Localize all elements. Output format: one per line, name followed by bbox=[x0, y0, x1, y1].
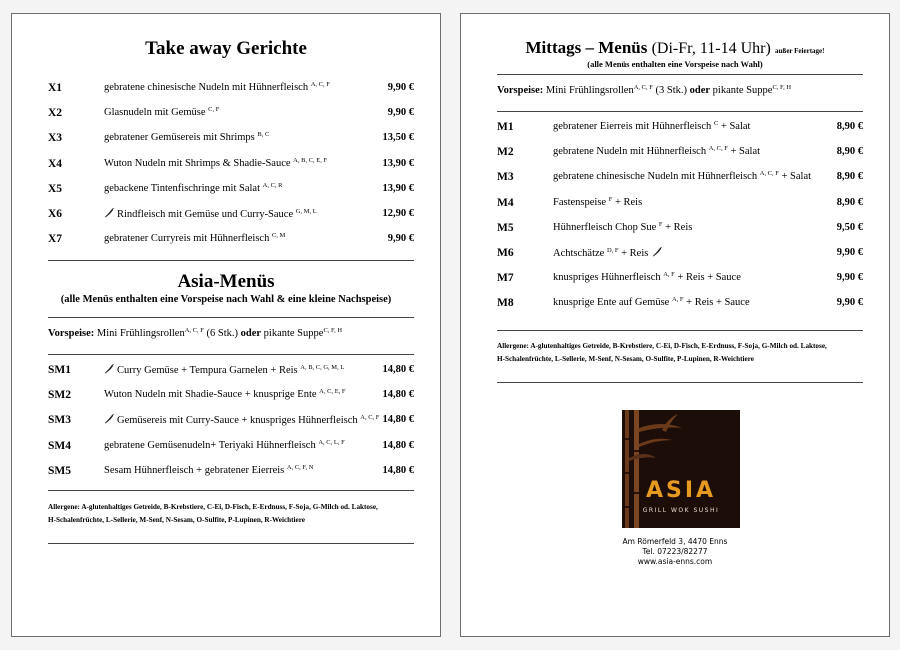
item-name: knusprige Ente auf Gemüse bbox=[553, 297, 670, 309]
item-price: 14,80 € bbox=[382, 439, 414, 451]
item-name: gebratener Curryreis mit Hühnerfleisch bbox=[104, 233, 270, 245]
allergen-sup: A, C, F bbox=[633, 84, 653, 91]
item-description bbox=[104, 364, 344, 376]
chili-icon bbox=[104, 414, 114, 424]
item-name: Wuton Nudeln mit Shadie-Sauce + knusprige Ente bbox=[104, 389, 317, 401]
item-price: 13,90 € bbox=[382, 182, 414, 194]
menu-item-row bbox=[48, 79, 414, 99]
vorspeise-label: Vorspeise: bbox=[48, 328, 95, 339]
allergen-legend bbox=[48, 501, 418, 527]
divider bbox=[497, 74, 863, 75]
mittags-title-main: Mittags – Menüs bbox=[525, 38, 648, 57]
allergen-sup: C, F bbox=[208, 106, 220, 114]
allergen-sup: A, F bbox=[671, 296, 684, 304]
menu-item-row bbox=[497, 219, 863, 239]
menu-item-row bbox=[48, 462, 414, 482]
item-price: 13,50 € bbox=[382, 132, 414, 144]
item-description bbox=[553, 121, 750, 132]
divider bbox=[497, 111, 863, 112]
item-name: gebratene chinesische Nudeln mit Hühnerfleisch bbox=[553, 171, 758, 183]
menu-item-row bbox=[48, 104, 414, 124]
item-name: Gemüsereis mit Curry-Sauce + knuspriges Hühnerfleisch bbox=[117, 415, 358, 427]
item-code: X4 bbox=[48, 157, 63, 170]
divider bbox=[497, 382, 863, 383]
mittags-title bbox=[461, 38, 889, 58]
item-description bbox=[104, 158, 327, 169]
item-sides: + Salat bbox=[720, 121, 751, 132]
allergen-sup: G, M, L bbox=[295, 208, 317, 215]
item-name: Rindfleisch mit Gemüse und Curry-Sauce bbox=[117, 209, 294, 220]
menu-item-row bbox=[497, 244, 863, 264]
logo-wordmark: ASIA bbox=[645, 478, 717, 503]
allergen-sup: D, F bbox=[606, 247, 619, 254]
item-description bbox=[104, 389, 346, 400]
item-description bbox=[553, 171, 811, 182]
item-description bbox=[553, 222, 692, 233]
allergen-sup: C, F, H bbox=[323, 327, 343, 334]
item-name: knuspriges Hühnerfleisch bbox=[553, 272, 661, 284]
allergen-sup: C, M bbox=[271, 232, 286, 240]
allergen-sup: C, F, H bbox=[772, 84, 792, 91]
logo-tagline: GRILL WOK SUSHI bbox=[642, 507, 720, 514]
chili-icon bbox=[104, 364, 114, 374]
restaurant-website: www.asia-enns.com bbox=[637, 557, 713, 566]
allergen-sup: B, C bbox=[257, 131, 270, 139]
item-price: 9,90 € bbox=[387, 82, 414, 93]
item-description bbox=[104, 208, 317, 220]
item-name: gebackene Tintenfischringe mit Salat bbox=[104, 182, 261, 194]
chili-icon bbox=[652, 247, 662, 257]
item-description bbox=[104, 107, 219, 118]
item-code: M3 bbox=[497, 171, 514, 184]
menu-item-row bbox=[497, 194, 863, 214]
chili-icon bbox=[104, 208, 114, 218]
allergen-sup: A, C, F bbox=[310, 81, 330, 88]
item-name: gebratener Gemüsereis mit Shrimps bbox=[104, 132, 255, 144]
allergen-sup: A, C, F bbox=[708, 145, 728, 153]
item-code: M7 bbox=[497, 272, 514, 285]
item-price: 12,90 € bbox=[382, 208, 414, 219]
item-sides: + Reis + Sauce bbox=[686, 297, 750, 309]
item-code: SM4 bbox=[48, 439, 71, 452]
allergen-sup: A, C, F bbox=[759, 170, 779, 178]
allergen-line: H-Schalenfrüchte, L-Sellerie, M-Senf, N-Sesam, O-Sulfite, P-Lupinen, R-Weichtiere bbox=[497, 355, 754, 363]
allergen-sup: C bbox=[713, 120, 719, 127]
item-price: 9,90 € bbox=[836, 272, 863, 284]
divider bbox=[48, 260, 414, 261]
menu-item-row bbox=[497, 143, 863, 163]
item-description bbox=[553, 272, 741, 283]
item-price: 14,80 € bbox=[382, 364, 414, 375]
item-price: 14,80 € bbox=[382, 464, 414, 476]
item-description bbox=[104, 82, 330, 93]
vorspeise-text: pikante Suppe bbox=[710, 85, 773, 96]
allergen-line: Allergene: A-glutenhaltiges Getreide, B-Krebstiere, C-Ei, D-Fisch, E-Erdnuss, F-Soja, G-Milch od. Laktose, bbox=[497, 342, 827, 350]
allergen-sup: A, B, C, E, F bbox=[293, 156, 328, 164]
allergen-sup: A, C, L, F bbox=[318, 438, 345, 446]
menu-page-left bbox=[11, 13, 441, 637]
item-price: 9,90 € bbox=[836, 247, 863, 258]
item-description bbox=[104, 414, 379, 426]
item-name: Achtschätze bbox=[553, 248, 605, 259]
item-name: Curry Gemüse + Tempura Garnelen + Reis bbox=[117, 365, 298, 376]
item-code: X3 bbox=[48, 132, 63, 145]
item-name: Sesam Hühnerfleisch + gebratener Eierreis bbox=[104, 464, 285, 476]
item-description bbox=[104, 233, 285, 244]
menu-item-row bbox=[497, 269, 863, 289]
mittags-subtitle: (alle Menüs enthalten eine Vorspeise nach Wahl) bbox=[587, 59, 763, 69]
vorspeise-text: Mini Frühlingsrollen bbox=[94, 328, 185, 339]
menu-item-row bbox=[48, 205, 414, 225]
vorspeise-text: (6 Stk.) bbox=[203, 328, 241, 339]
item-sides: + Reis bbox=[621, 248, 649, 259]
allergen-line: Allergene: A-glutenhaltiges Getreide, B-Krebstiere, C-Ei, D-Fisch, E-Erdnuss, F-Soja, G-Milch od. Laktose, bbox=[48, 503, 378, 511]
item-description bbox=[104, 440, 345, 451]
item-sides: + Reis + Sauce bbox=[677, 272, 741, 284]
item-name: gebratener Eierreis mit Hühnerfleisch bbox=[553, 121, 712, 132]
vorspeise-text: Mini Frühlingsrollen bbox=[543, 85, 634, 96]
vorspeise-oder: oder bbox=[240, 328, 262, 339]
item-price: 9,90 € bbox=[387, 107, 414, 119]
item-code: M8 bbox=[497, 297, 514, 310]
divider bbox=[48, 543, 414, 544]
item-code: M6 bbox=[497, 247, 514, 259]
divider bbox=[48, 354, 414, 355]
item-description bbox=[553, 197, 642, 208]
divider bbox=[48, 490, 414, 491]
vorspeise-line bbox=[497, 85, 863, 96]
vorspeise-text: pikante Suppe bbox=[261, 328, 324, 339]
menu-item-row bbox=[48, 180, 414, 200]
menu-item-row bbox=[497, 118, 863, 138]
menu-page-right bbox=[460, 13, 890, 637]
mittags-title-note: außer Feiertage! bbox=[775, 47, 825, 55]
item-price: 8,90 € bbox=[836, 121, 863, 132]
item-price: 14,80 € bbox=[382, 414, 414, 426]
takeaway-title: Take away Gerichte bbox=[145, 38, 307, 59]
allergen-sup: A, F bbox=[663, 271, 675, 279]
item-sides: + Salat bbox=[781, 171, 812, 183]
item-code: SM3 bbox=[48, 414, 71, 427]
allergen-sup: A, C, R bbox=[262, 181, 283, 189]
item-code: M5 bbox=[497, 221, 514, 234]
allergen-sup: F bbox=[658, 220, 663, 228]
item-price: 8,90 € bbox=[836, 196, 863, 208]
restaurant-logo bbox=[622, 410, 740, 528]
item-sides: + Reis bbox=[665, 221, 693, 233]
item-name: Glasnudeln mit Gemüse bbox=[104, 107, 206, 119]
item-price: 9,50 € bbox=[836, 221, 863, 233]
menu-item-row bbox=[48, 129, 414, 149]
allergen-line: H-Schalenfrüchte, L-Sellerie, M-Senf, N-Sesam, O-Sulfite, P-Lupinen, R-Weichtiere bbox=[48, 516, 305, 524]
allergen-sup: A, C, F bbox=[184, 327, 204, 334]
divider bbox=[497, 330, 863, 331]
vorspeise-oder: oder bbox=[689, 85, 711, 96]
item-price: 13,90 € bbox=[382, 157, 414, 169]
mittags-title-hours: (Di-Fr, 11-14 Uhr) bbox=[651, 40, 771, 57]
item-description bbox=[553, 146, 760, 157]
item-price: 8,90 € bbox=[836, 146, 863, 158]
item-name: gebratene Nudeln mit Hühnerfleisch bbox=[553, 146, 707, 158]
item-code: SM2 bbox=[48, 389, 71, 402]
item-code: M1 bbox=[497, 121, 514, 133]
allergen-legend bbox=[497, 340, 867, 366]
restaurant-address: Am Römerfeld 3, 4470 Enns bbox=[622, 537, 728, 546]
item-description bbox=[553, 247, 662, 259]
allergen-sup: A, B, C, G, M, L bbox=[300, 364, 345, 371]
menu-item-row bbox=[48, 411, 414, 431]
item-name: Fastenspeise bbox=[553, 196, 607, 208]
item-price: 14,80 € bbox=[382, 389, 414, 401]
allergen-sup: A, C, F, N bbox=[286, 463, 314, 471]
menu-item-row bbox=[48, 230, 414, 250]
item-description bbox=[553, 297, 750, 308]
item-code: X2 bbox=[48, 107, 63, 120]
allergen-sup: A, C, F bbox=[360, 414, 380, 422]
allergen-sup: F bbox=[608, 195, 613, 203]
vorspeise-text: (3 Stk.) bbox=[652, 85, 690, 96]
vorspeise-line bbox=[48, 328, 414, 339]
item-code: X6 bbox=[48, 208, 63, 220]
item-price: 9,90 € bbox=[836, 297, 863, 309]
item-name: Wuton Nudeln mit Shrimps & Shadie-Sauce bbox=[104, 157, 291, 169]
item-name: gebratene chinesische Nudeln mit Hühnerfleisch bbox=[104, 82, 309, 93]
item-code: X5 bbox=[48, 182, 63, 195]
item-code: X7 bbox=[48, 233, 63, 246]
asia-menus-title: Asia-Menüs bbox=[177, 271, 275, 292]
item-code: SM5 bbox=[48, 464, 71, 477]
item-code: SM1 bbox=[48, 364, 71, 376]
allergen-sup: A, C, E, F bbox=[319, 388, 346, 396]
divider bbox=[48, 317, 414, 318]
item-code: X1 bbox=[48, 82, 63, 94]
item-name: Hühnerfleisch Chop Sue bbox=[553, 221, 657, 233]
item-price: 8,90 € bbox=[836, 171, 863, 183]
menu-item-row bbox=[48, 437, 414, 457]
item-code: M4 bbox=[497, 196, 514, 209]
menu-item-row bbox=[497, 294, 863, 314]
vorspeise-label: Vorspeise: bbox=[497, 85, 544, 96]
item-name: gebratene Gemüsenudeln+ Teriyaki Hühnerfleisch bbox=[104, 439, 316, 451]
item-description bbox=[104, 183, 283, 194]
menu-item-row bbox=[497, 168, 863, 188]
item-code: M2 bbox=[497, 146, 514, 159]
item-sides: + Salat bbox=[730, 146, 761, 158]
item-price: 9,90 € bbox=[387, 233, 414, 245]
item-description bbox=[104, 132, 269, 143]
item-sides: + Reis bbox=[614, 196, 643, 208]
menu-item-row bbox=[48, 386, 414, 406]
asia-menus-subtitle: (alle Menüs enthalten eine Vorspeise nach Wahl & eine kleine Nachspeise) bbox=[60, 294, 392, 305]
menu-item-row bbox=[48, 155, 414, 175]
item-description bbox=[104, 465, 313, 476]
menu-item-row bbox=[48, 361, 414, 381]
restaurant-phone: Tel. 07223/82277 bbox=[642, 547, 708, 556]
